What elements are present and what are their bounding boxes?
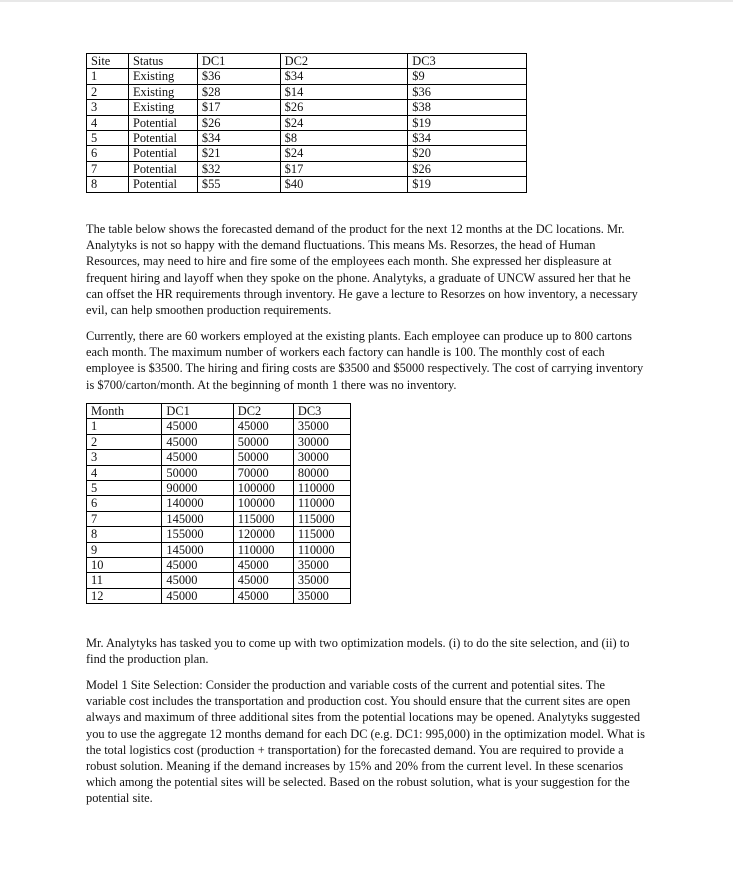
- table-cell: 30000: [293, 434, 350, 449]
- table-cell: 6: [87, 496, 162, 511]
- table-cell: 100000: [233, 496, 293, 511]
- table-cell: 140000: [162, 496, 233, 511]
- table-cell: $17: [197, 100, 280, 115]
- header-site: Site: [87, 54, 129, 69]
- table-cell: 3: [87, 100, 129, 115]
- table-cell: 7: [87, 511, 162, 526]
- table-cell: $24: [280, 115, 408, 130]
- table-cell: 80000: [293, 465, 350, 480]
- table-cell: 100000: [233, 481, 293, 496]
- table-cell: 8: [87, 527, 162, 542]
- table-cell: 1: [87, 69, 129, 84]
- table-cell: 110000: [233, 542, 293, 557]
- table-cell: $24: [280, 146, 408, 161]
- table-cell: Existing: [128, 69, 197, 84]
- paragraph-task: Mr. Analytyks has tasked you to come up with two optimization models. (i) to do the site selection, and (ii) to find the production plan.: [86, 636, 630, 667]
- table-cell: 10: [87, 558, 162, 573]
- table-cell: 2: [87, 434, 162, 449]
- paragraph-demand-intro: The table below shows the forecasted demand of the product for the next 12 months at the DC locations. Mr. Analytyks is not so happy with the demand fluctuations. This means Ms. Resorzes, the head of Human Resources, may need to hire and fire some of the employees each month. She expressed her displeasure at frequent hiring and layoff when they spoke on the phone. Analytyks, a graduate of UNCW assured her that he can offset the HR requirements through inventory. He gave a lecture to Resorzes on how inventory, a necessary evil, can help smoothen production requirements.: [86, 222, 638, 318]
- header-dc1: DC1: [162, 404, 233, 419]
- table-cell: 35000: [293, 419, 350, 434]
- table-cell: $36: [408, 84, 527, 99]
- table-cell: 45000: [162, 573, 233, 588]
- table-cell: 50000: [233, 434, 293, 449]
- table-row: [87, 527, 351, 542]
- table-row: [87, 496, 351, 511]
- table-cell: 30000: [293, 450, 350, 465]
- header-dc2: DC2: [280, 54, 408, 69]
- table-cell: 45000: [233, 588, 293, 603]
- table-cell: 120000: [233, 527, 293, 542]
- table-row: [87, 115, 527, 130]
- header-month: Month: [87, 404, 162, 419]
- table-cell: 110000: [293, 496, 350, 511]
- table-row: [87, 588, 351, 603]
- table-row: [87, 542, 351, 557]
- table-row: [87, 69, 527, 84]
- table-cell: 45000: [162, 588, 233, 603]
- table-cell: 145000: [162, 511, 233, 526]
- table-row: [87, 100, 527, 115]
- table-cell: $40: [280, 177, 408, 192]
- table-cell: 9: [87, 542, 162, 557]
- header-status: Status: [128, 54, 197, 69]
- table-row: [87, 434, 351, 449]
- table-cell: 155000: [162, 527, 233, 542]
- site-cost-table: [86, 53, 527, 193]
- table-row: [87, 177, 527, 192]
- table-cell: $21: [197, 146, 280, 161]
- table-cell: $14: [280, 84, 408, 99]
- table-cell: 4: [87, 465, 162, 480]
- header-dc3: DC3: [293, 404, 350, 419]
- table-cell: 70000: [233, 465, 293, 480]
- table-header-row: [87, 404, 351, 419]
- table-cell: $26: [408, 161, 527, 176]
- table-cell: 110000: [293, 481, 350, 496]
- table-cell: Potential: [128, 177, 197, 192]
- table-row: [87, 84, 527, 99]
- table-header-row: [87, 54, 527, 69]
- table-cell: 7: [87, 161, 129, 176]
- page-top-border: [0, 0, 733, 2]
- header-dc3: DC3: [408, 54, 527, 69]
- table-cell: Existing: [128, 84, 197, 99]
- table-row: [87, 450, 351, 465]
- table-cell: $55: [197, 177, 280, 192]
- demand-forecast-table: [86, 403, 351, 604]
- table-cell: $8: [280, 131, 408, 146]
- table-cell: $32: [197, 161, 280, 176]
- table-cell: Existing: [128, 100, 197, 115]
- table-cell: Potential: [128, 161, 197, 176]
- table-cell: 8: [87, 177, 129, 192]
- table-cell: 45000: [162, 419, 233, 434]
- table-cell: $20: [408, 146, 527, 161]
- table-row: [87, 511, 351, 526]
- table-cell: 5: [87, 481, 162, 496]
- table-cell: 90000: [162, 481, 233, 496]
- table-cell: $19: [408, 177, 527, 192]
- table-cell: 3: [87, 450, 162, 465]
- table-cell: 45000: [233, 419, 293, 434]
- table-cell: $34: [408, 131, 527, 146]
- table-cell: 110000: [293, 542, 350, 557]
- table-cell: 145000: [162, 542, 233, 557]
- table-cell: 45000: [162, 558, 233, 573]
- table-cell: $26: [197, 115, 280, 130]
- table-cell: 12: [87, 588, 162, 603]
- table-row: [87, 465, 351, 480]
- table-cell: 45000: [162, 450, 233, 465]
- table-cell: $38: [408, 100, 527, 115]
- table-cell: $34: [197, 131, 280, 146]
- table-cell: $36: [197, 69, 280, 84]
- table-cell: 35000: [293, 573, 350, 588]
- header-dc2: DC2: [233, 404, 293, 419]
- table-cell: 35000: [293, 588, 350, 603]
- table-cell: Potential: [128, 146, 197, 161]
- table-row: [87, 161, 527, 176]
- table-cell: 6: [87, 146, 129, 161]
- header-dc1: DC1: [197, 54, 280, 69]
- table-cell: 115000: [293, 527, 350, 542]
- table-cell: Potential: [128, 115, 197, 130]
- table-cell: 45000: [233, 573, 293, 588]
- table-cell: 11: [87, 573, 162, 588]
- table-cell: 115000: [293, 511, 350, 526]
- paragraph-workforce: Currently, there are 60 workers employed at the existing plants. Each employee can produce up to 800 cartons each month. The maximum number of workers each factory can handle is 100. The monthly cost of each employee is $3500. The hiring and firing costs are $3500 and $5000 respectively. The cost of carrying inventory is $700/carton/month. At the beginning of month 1 there was no inventory.: [86, 329, 644, 392]
- table-row: [87, 131, 527, 146]
- table-cell: 5: [87, 131, 129, 146]
- table-row: [87, 146, 527, 161]
- table-cell: Potential: [128, 131, 197, 146]
- table-row: [87, 481, 351, 496]
- table-cell: 50000: [162, 465, 233, 480]
- table-cell: $19: [408, 115, 527, 130]
- table-cell: 35000: [293, 558, 350, 573]
- table-cell: 50000: [233, 450, 293, 465]
- table-cell: 4: [87, 115, 129, 130]
- table-row: [87, 558, 351, 573]
- table-cell: $17: [280, 161, 408, 176]
- table-cell: $26: [280, 100, 408, 115]
- table-cell: 2: [87, 84, 129, 99]
- table-cell: $9: [408, 69, 527, 84]
- table-cell: $34: [280, 69, 408, 84]
- paragraph-model-1: Model 1 Site Selection: Consider the production and variable costs of the current and potential sites. The variable cost includes the transportation and production cost. You should ensure that the current sites are open always and maximum of three additional sites from the potential locations may be opened. Analytyks suggested you to use the aggregate 12 months demand for each DC (e.g. DC1: 995,000) in the optimization model. What is the total logistics cost (production + transportation) for the forecasted demand. You are required to provide a robust solution. Meaning if the demand increases by 15% and 20% from the current level. In these scenarios which among the potential sites will be selected. Based on the robust solution, what is your suggestion for the potential site.: [86, 678, 645, 806]
- table-cell: 1: [87, 419, 162, 434]
- table-cell: $28: [197, 84, 280, 99]
- table-row: [87, 573, 351, 588]
- table-cell: 45000: [162, 434, 233, 449]
- table-row: [87, 419, 351, 434]
- table-cell: 115000: [233, 511, 293, 526]
- table-cell: 45000: [233, 558, 293, 573]
